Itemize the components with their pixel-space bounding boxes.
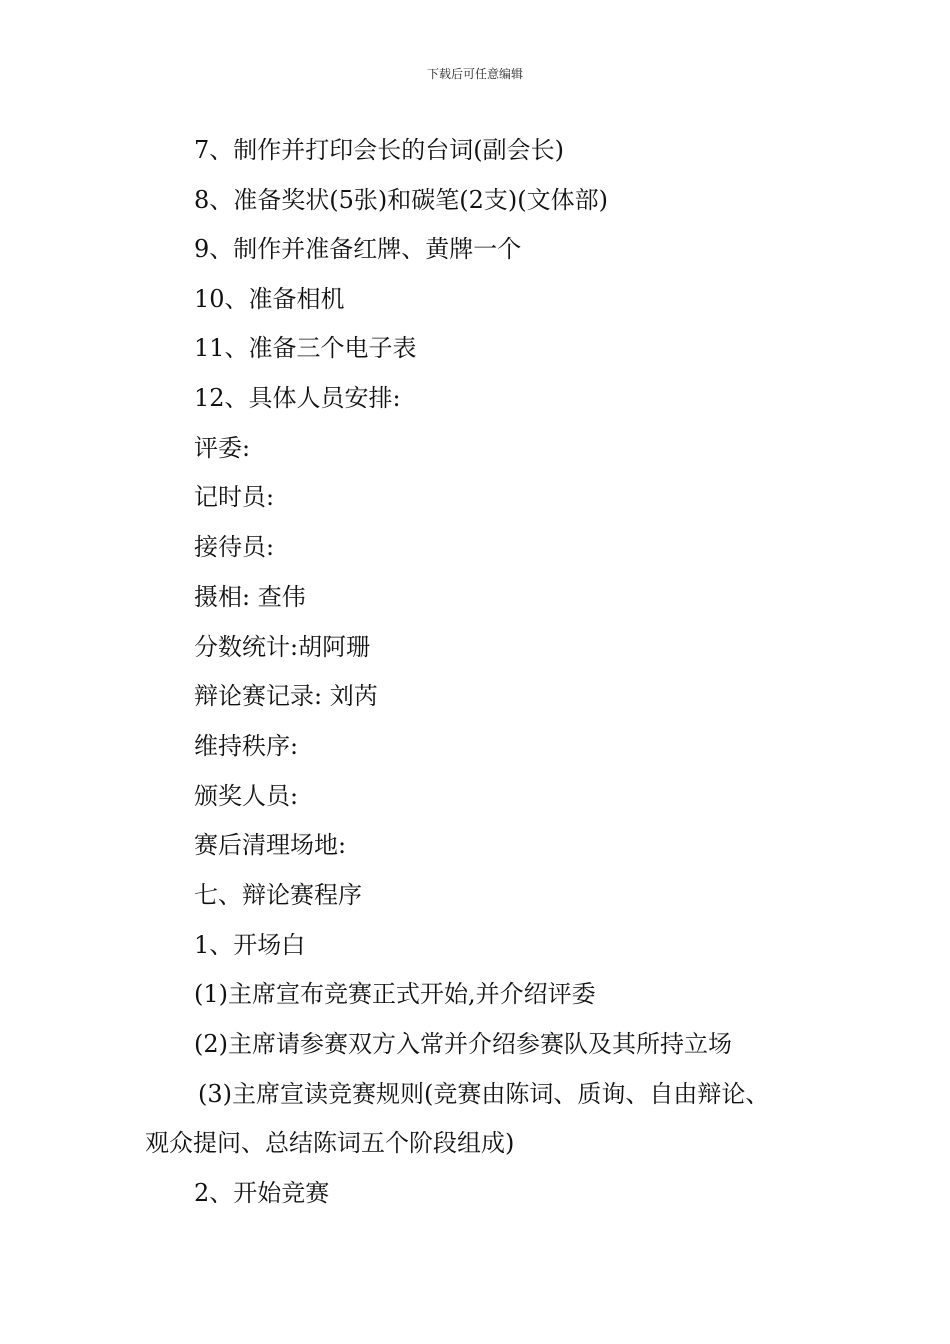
step-1-item-3: (3)主席宣读竞赛规则(竞赛由陈词、质询、自由辩论、	[198, 1080, 770, 1108]
role-score-counter: 分数统计:胡阿珊	[194, 633, 371, 661]
list-item-8: 8、准备奖状(5张)和碳笔(2支)(文体部)	[194, 186, 608, 214]
step-1-item-1: (1)主席宣布竞赛正式开始,并介绍评委	[194, 980, 596, 1008]
role-photographer: 摄相: 查伟	[194, 583, 306, 611]
role-timekeeper: 记时员:	[194, 483, 275, 511]
step-1-item-2: (2)主席请参赛双方入常并介绍参赛队及其所持立场	[194, 1030, 732, 1058]
role-award-presenter: 颁奖人员:	[194, 782, 299, 810]
step-1-heading: 1、开场白	[194, 931, 306, 959]
step-1-item-3-cont: 观众提问、总结陈词五个阶段组成)	[145, 1129, 515, 1157]
page-header: 下载后可任意编辑	[426, 67, 523, 81]
list-item-12: 12、具体人员安排:	[194, 384, 401, 412]
list-item-7: 7、制作并打印会长的台词(副会长)	[194, 136, 564, 164]
list-item-11: 11、准备三个电子表	[194, 334, 417, 362]
role-judges: 评委:	[194, 434, 251, 462]
list-item-10: 10、准备相机	[194, 285, 345, 313]
step-2-heading: 2、开始竞赛	[194, 1179, 330, 1207]
role-venue-cleanup: 赛后清理场地:	[194, 831, 347, 859]
section-heading-7: 七、辩论赛程序	[194, 881, 362, 909]
list-item-9: 9、制作并准备红牌、黄牌一个	[194, 235, 522, 263]
role-order-keeper: 维持秩序:	[194, 732, 299, 760]
role-receptionist: 接待员:	[194, 533, 275, 561]
role-debate-recorder: 辩论赛记录: 刘芮	[194, 682, 378, 710]
